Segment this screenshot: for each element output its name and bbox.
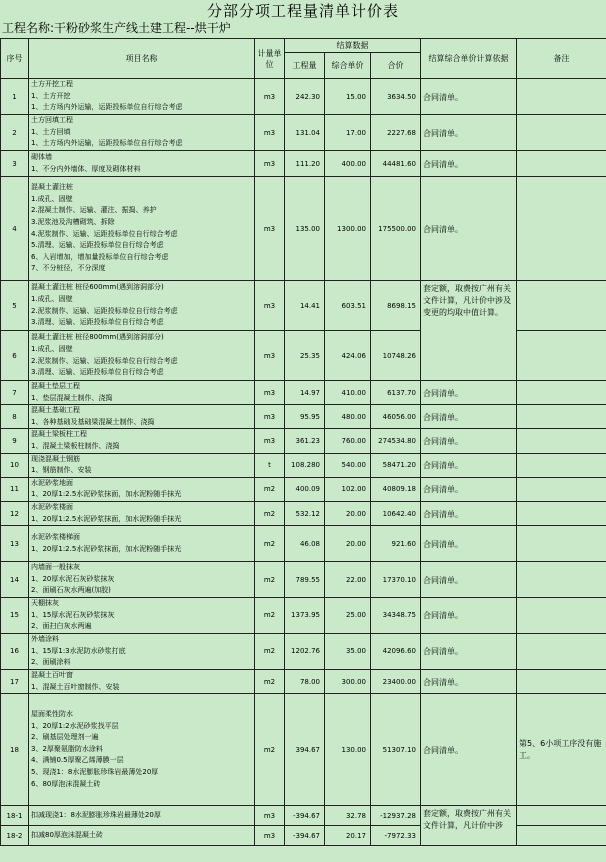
item-name-line: 4、满铺0.5厚聚乙烯薄膜一层	[31, 756, 124, 765]
row-unit-price: 102.00	[325, 477, 371, 501]
row-remark: 第5、6小项工序没有施工。	[517, 694, 606, 806]
table-row	[1, 177, 606, 281]
row-unit-price: 35.00	[325, 633, 371, 669]
item-name-line: 1、土方开挖	[31, 91, 71, 100]
item-name-line: 混凝土基础工程	[31, 406, 80, 415]
row-total: 8698.15	[371, 281, 421, 331]
row-unit-price: 760.00	[325, 429, 371, 453]
row-seq: 1	[1, 79, 29, 115]
row-unit-price: 480.00	[325, 405, 371, 429]
row-unit: m2	[255, 477, 285, 501]
row-item-name	[29, 115, 255, 151]
row-basis: 合同清单。	[421, 79, 517, 115]
row-remark	[517, 526, 606, 562]
row-unit-price: 20.00	[325, 526, 371, 562]
row-item-name	[29, 177, 255, 281]
row-quantity: 46.08	[285, 526, 325, 562]
row-unit: m2	[255, 694, 285, 806]
row-remark	[517, 501, 606, 525]
item-name-line: 天棚抹灰	[31, 599, 59, 608]
row-remark	[517, 381, 606, 405]
item-name-line: 5、现浇1：8水泥膨胀珍珠岩最薄处20厚	[31, 767, 159, 776]
row-total: 10642.40	[371, 501, 421, 525]
row-quantity: 131.04	[285, 115, 325, 151]
row-total: 6137.70	[371, 381, 421, 405]
row-item-name	[29, 826, 255, 846]
row-total: 51307.10	[371, 694, 421, 806]
row-unit-price: 1300.00	[325, 177, 371, 281]
table-row	[1, 405, 606, 429]
item-name-line: 水泥砂浆楼面	[31, 502, 73, 511]
table-row	[1, 429, 606, 453]
item-name-line: 混凝土灌注桩 桩径600mm(遇到溶洞部分)	[31, 283, 164, 292]
row-total: 42096.60	[371, 633, 421, 669]
table-row	[1, 381, 606, 405]
row-total: 3634.50	[371, 79, 421, 115]
row-quantity: 14.41	[285, 281, 325, 331]
row-item-name	[29, 597, 255, 633]
row-seq: 6	[1, 331, 29, 381]
row-total: 2227.68	[371, 115, 421, 151]
bill-table	[0, 38, 606, 846]
item-name-line: 屋面柔性防水	[31, 710, 73, 719]
item-name-line: 2、面刷石灰水两遍(加胶)	[31, 586, 111, 595]
row-unit-price: 15.00	[325, 79, 371, 115]
header-settlement: 结算数据	[285, 39, 421, 53]
item-name-line: 7、不分桩径，不分深度	[31, 264, 106, 273]
item-name-line: 1、垫层混凝土制作、浇捣	[31, 393, 113, 402]
row-basis: 合同清单。	[421, 477, 517, 501]
row-unit: m3	[255, 115, 285, 151]
header-unit: 计量单位	[255, 39, 285, 79]
row-quantity: 242.30	[285, 79, 325, 115]
row-seq: 5	[1, 281, 29, 331]
item-name-line: 1、土方场内外运输，运距投标单位自行综合考虑	[31, 103, 183, 112]
item-name-line: 1、土方回填	[31, 127, 71, 136]
item-name-line: 水泥砂浆地面	[31, 478, 73, 487]
row-quantity: 394.67	[285, 694, 325, 806]
row-unit: m2	[255, 669, 285, 693]
item-name-line: 1、15厚1:3水泥防水砂浆打底	[31, 646, 126, 655]
row-unit-price: 540.00	[325, 453, 371, 477]
row-remark	[517, 405, 606, 429]
row-remark	[517, 429, 606, 453]
header-basis: 结算综合单价计算依据	[421, 39, 517, 79]
row-remark	[517, 477, 606, 501]
row-unit-price: 130.00	[325, 694, 371, 806]
row-total: 10748.26	[371, 331, 421, 381]
row-remark	[517, 826, 606, 846]
header-remarks: 备注	[517, 39, 606, 79]
row-item-name	[29, 501, 255, 525]
item-name-line: 2.泥浆制作、运输、运距投标单位自行综合考虑	[31, 306, 178, 315]
row-item-name	[29, 151, 255, 177]
row-total: 921.60	[371, 526, 421, 562]
table-row	[1, 562, 606, 598]
row-total: 46056.00	[371, 405, 421, 429]
row-remark	[517, 562, 606, 598]
table-row	[1, 281, 606, 331]
header-seq: 序号	[1, 39, 29, 79]
row-seq: 17	[1, 669, 29, 693]
row-item-name	[29, 405, 255, 429]
item-name-line: 1、各种基础及基础梁混凝土制作、浇捣	[31, 417, 155, 426]
row-basis: 合同清单。	[421, 115, 517, 151]
item-name-line: 2.泥浆制作、运输、运距投标单位自行综合考虑	[31, 356, 178, 365]
project-name: 工程名称:干粉砂浆生产线土建工程--烘干炉	[2, 21, 231, 35]
row-seq: 4	[1, 177, 29, 281]
row-total: 34348.75	[371, 597, 421, 633]
row-remark	[517, 633, 606, 669]
row-seq: 12	[1, 501, 29, 525]
item-name-line: 混凝土垫层工程	[31, 382, 80, 390]
row-seq: 18	[1, 694, 29, 806]
row-total: -12937.28	[371, 806, 421, 826]
row-seq: 7	[1, 381, 29, 405]
item-name-line: 1、不分内外墙体、厚度及砌体材料	[31, 164, 141, 173]
item-name-line: 3.泥浆池及沟槽砌筑、拆除	[31, 217, 115, 226]
item-name-line: 土方回填工程	[31, 116, 73, 125]
row-basis: 合同清单。	[421, 453, 517, 477]
row-item-name	[29, 477, 255, 501]
row-seq: 11	[1, 477, 29, 501]
item-name-line: 外墙涂料	[31, 635, 59, 644]
row-seq: 13	[1, 526, 29, 562]
row-unit-price: 25.00	[325, 597, 371, 633]
row-item-name	[29, 79, 255, 115]
row-remark	[517, 281, 606, 331]
row-unit: m2	[255, 597, 285, 633]
row-seq: 18-2	[1, 826, 29, 846]
row-seq: 9	[1, 429, 29, 453]
row-basis: 合同清单。	[421, 526, 517, 562]
row-quantity: 135.00	[285, 177, 325, 281]
table-row	[1, 453, 606, 477]
row-remark	[517, 331, 606, 381]
item-name-line: 1、20厚水泥石灰砂浆抹灰	[31, 574, 115, 583]
row-basis: 合同清单。	[421, 597, 517, 633]
item-name-line: 6、入岩增加，增加量投标单位自行综合考虑	[31, 252, 169, 261]
row-basis: 合同清单。	[421, 429, 517, 453]
row-total: 58471.20	[371, 453, 421, 477]
row-unit: m3	[255, 177, 285, 281]
row-unit: m3	[255, 79, 285, 115]
row-remark	[517, 151, 606, 177]
row-basis: 合同清单。	[421, 177, 517, 281]
header-total: 合价	[371, 53, 421, 79]
item-name-line: 现浇混凝土钢筋	[31, 454, 80, 463]
row-seq: 18-1	[1, 806, 29, 826]
row-basis: 合同清单。	[421, 633, 517, 669]
row-seq: 3	[1, 151, 29, 177]
row-remark	[517, 79, 606, 115]
item-name-line: 1、混凝土百叶窗制作、安装	[31, 682, 120, 691]
table-row	[1, 477, 606, 501]
row-seq: 14	[1, 562, 29, 598]
row-seq: 10	[1, 453, 29, 477]
table-row	[1, 79, 606, 115]
row-unit-price: 300.00	[325, 669, 371, 693]
row-remark	[517, 453, 606, 477]
row-unit-price: 20.00	[325, 501, 371, 525]
item-name-line: 1、钢筋制作、安装	[31, 466, 92, 475]
item-name-line: 2、面刷涂料	[31, 658, 71, 667]
item-name-line: 混凝土梁板柱工程	[31, 430, 87, 439]
row-remark	[517, 177, 606, 281]
row-remark	[517, 669, 606, 693]
item-name-line: 2、刷基层处理剂一遍	[31, 733, 99, 742]
item-name-line: 1、20厚1:2水泥砂浆找平层	[31, 721, 119, 730]
item-name-line: 1.成孔、固壁	[31, 194, 73, 203]
row-unit-price: 603.51	[325, 281, 371, 331]
row-total: 17370.10	[371, 562, 421, 598]
row-quantity: 532.12	[285, 501, 325, 525]
row-basis: 合同清单。	[421, 405, 517, 429]
row-unit: m3	[255, 826, 285, 846]
row-seq: 15	[1, 597, 29, 633]
row-unit: m3	[255, 331, 285, 381]
row-unit: m2	[255, 501, 285, 525]
row-unit: m2	[255, 633, 285, 669]
row-unit: m3	[255, 806, 285, 826]
table-row	[1, 669, 606, 693]
row-unit-price: 22.00	[325, 562, 371, 598]
item-name-line: 1、混凝土梁板柱制作、浇捣	[31, 441, 120, 450]
row-basis: 合同清单。	[421, 381, 517, 405]
row-item-name	[29, 453, 255, 477]
item-name-line: 6、80厚泡沫混凝土砖	[31, 779, 101, 788]
row-total: 274534.80	[371, 429, 421, 453]
row-item-name	[29, 633, 255, 669]
row-unit: t	[255, 453, 285, 477]
row-basis: 合同清单。	[421, 501, 517, 525]
row-quantity: 14.97	[285, 381, 325, 405]
item-name-line: 水泥砂浆楼梯面	[31, 533, 80, 542]
row-unit-price: 20.17	[325, 826, 371, 846]
row-unit-price: 410.00	[325, 381, 371, 405]
item-name-line: 3.清理、运输、运距投标单位自行综合考虑	[31, 368, 164, 377]
item-name-line: 混凝土灌注桩 桩径800mm(遇到溶洞部分)	[31, 333, 164, 342]
row-quantity: 1373.95	[285, 597, 325, 633]
row-remark	[517, 806, 606, 826]
item-name-line: 3.清理、运输、运距投标单位自行综合考虑	[31, 318, 164, 327]
item-name-line: 混凝土灌注桩	[31, 183, 73, 192]
item-name-line: 2.混凝土制作、运输、灌注、振捣、养护	[31, 206, 157, 215]
item-name-line: 土方开挖工程	[31, 80, 73, 89]
table-row	[1, 633, 606, 669]
row-basis: 套定额，取费按广州有关文件计算，凡计价中涉	[421, 806, 517, 846]
row-item-name	[29, 806, 255, 826]
row-item-name	[29, 694, 255, 806]
row-quantity: 78.00	[285, 669, 325, 693]
row-quantity: 789.55	[285, 562, 325, 598]
item-name-line: 2、面扫白灰水两遍	[31, 622, 92, 631]
row-unit: m3	[255, 381, 285, 405]
page-title: 分部分项工程量清单计价表	[206, 2, 399, 20]
row-item-name	[29, 381, 255, 405]
row-quantity: -394.67	[285, 826, 325, 846]
row-total: -7972.33	[371, 826, 421, 846]
row-item-name	[29, 331, 255, 381]
item-name-line: 3、2厚聚氨脂防水涂料	[31, 744, 103, 753]
row-quantity: 400.09	[285, 477, 325, 501]
item-name-line: 1、20厚1:2.5水泥砂浆抹面，加水泥粉随手抹光	[31, 490, 182, 499]
item-name-line: 4.泥浆制作、运输、运距投标单位自行综合考虑	[31, 229, 178, 238]
item-name-line: 扣减80厚泡沫混凝土砖	[31, 830, 103, 839]
row-remark	[517, 115, 606, 151]
row-unit-price: 32.78	[325, 806, 371, 826]
row-quantity: 1202.76	[285, 633, 325, 669]
row-item-name	[29, 281, 255, 331]
table-row	[1, 806, 606, 826]
row-total: 44481.60	[371, 151, 421, 177]
row-seq: 8	[1, 405, 29, 429]
row-unit: m2	[255, 526, 285, 562]
row-quantity: 361.23	[285, 429, 325, 453]
item-name-line: 1.成孔、固壁	[31, 344, 73, 353]
row-unit-price: 17.00	[325, 115, 371, 151]
row-quantity: -394.67	[285, 806, 325, 826]
row-basis: 合同清单。	[421, 562, 517, 598]
row-item-name	[29, 429, 255, 453]
row-total: 23400.00	[371, 669, 421, 693]
row-unit: m3	[255, 151, 285, 177]
row-unit: m2	[255, 562, 285, 598]
table-row	[1, 115, 606, 151]
item-name-line: 1、20厚1:2.5水泥砂浆抹面，加水泥粉随手抹光	[31, 514, 182, 523]
item-name-line: 1、土方场内外运输，运距投标单位自行综合考虑	[31, 139, 183, 148]
row-seq: 16	[1, 633, 29, 669]
item-name-line: 1、20厚1:2.5水泥砂浆抹面，加水泥粉随手抹光	[31, 544, 182, 553]
item-name-line: 1.成孔、固壁	[31, 294, 73, 303]
row-quantity: 95.95	[285, 405, 325, 429]
row-item-name	[29, 526, 255, 562]
row-basis: 合同清单。	[421, 151, 517, 177]
item-name-line: 扣减现浇1：8水泥膨胀珍珠岩最薄处20厚	[31, 810, 161, 819]
table-row	[1, 526, 606, 562]
item-name-line: 砌体墙	[31, 152, 52, 161]
row-remark	[517, 597, 606, 633]
row-quantity: 111.20	[285, 151, 325, 177]
row-unit: m3	[255, 405, 285, 429]
row-item-name	[29, 669, 255, 693]
row-basis: 套定额，取费按广州有关文件计算，凡计价中涉及变更的均取中值计算。	[421, 281, 517, 381]
table-row	[1, 501, 606, 525]
row-total: 40809.18	[371, 477, 421, 501]
header-item-name: 项目名称	[29, 39, 255, 79]
row-unit: m3	[255, 281, 285, 331]
header-unit-price: 综合单价	[325, 53, 371, 79]
row-quantity: 25.35	[285, 331, 325, 381]
row-unit-price: 400.00	[325, 151, 371, 177]
row-basis: 合同清单。	[421, 694, 517, 806]
item-name-line: 内墙面一般抹灰	[31, 563, 80, 572]
table-row	[1, 597, 606, 633]
row-item-name	[29, 562, 255, 598]
item-name-line: 混凝土百叶窗	[31, 670, 73, 679]
row-basis: 合同清单。	[421, 669, 517, 693]
table-body	[1, 79, 606, 846]
row-unit: m3	[255, 429, 285, 453]
row-unit-price: 424.06	[325, 331, 371, 381]
header-quantity: 工程量	[285, 53, 325, 79]
row-seq: 2	[1, 115, 29, 151]
table-row	[1, 151, 606, 177]
table-row	[1, 694, 606, 806]
row-total: 175500.00	[371, 177, 421, 281]
item-name-line: 1、15厚水泥石灰砂浆抹灰	[31, 610, 115, 619]
item-name-line: 5.清理、运输、运距投标单位自行综合考虑	[31, 241, 164, 250]
row-quantity: 108.280	[285, 453, 325, 477]
